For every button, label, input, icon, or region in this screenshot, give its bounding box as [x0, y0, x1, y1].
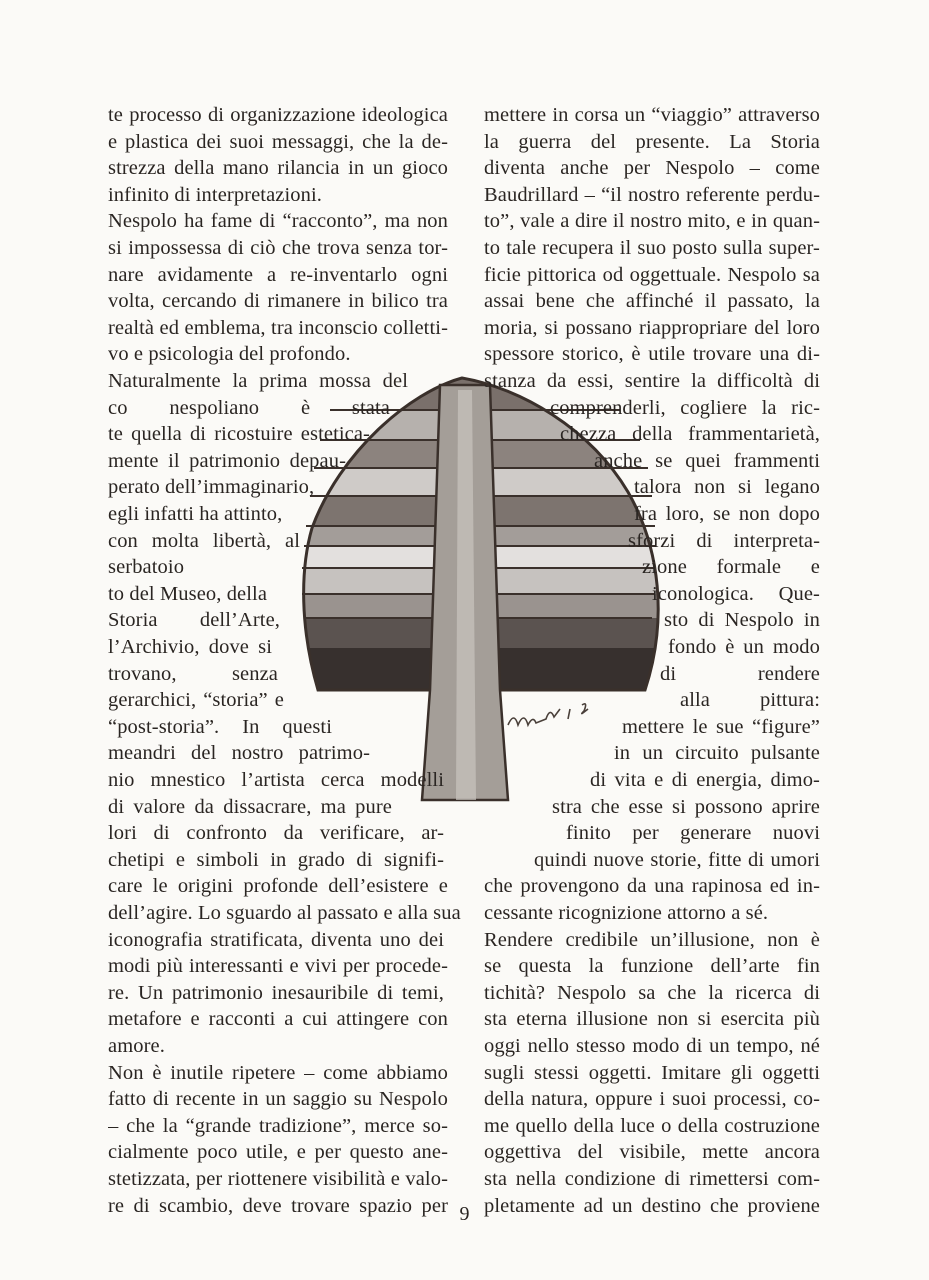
left_column-line: Non è inutile ripetere – come abbiamo [108, 1061, 448, 1084]
right_column-line: to tale recupera il suo posto sulla super- [484, 237, 820, 259]
left_column-line: infinito di interpretazioni. [108, 183, 323, 206]
right_column-line: in un circuito pulsante [614, 742, 820, 765]
left_column-line: nio mnestico l’artista cerca modelli [108, 769, 444, 791]
right_column-line: di rendere [660, 662, 820, 685]
right_column-line: cessante ricognizione attorno a sé. [484, 902, 769, 924]
left_column-line: realtà ed emblema, tra inconscio colletti- [108, 316, 448, 339]
right_column-line: sto di Nespolo in [664, 609, 820, 632]
left_column-line: trovano, senza [108, 662, 278, 685]
right_column-line: alla pittura: [680, 689, 820, 712]
right_column-line: fondo è un modo [668, 636, 820, 658]
right_column-line: della natura, oppure i suoi processi, co- [484, 1088, 820, 1111]
right_column-line: Rendere credibile un’illusione, non è [484, 928, 820, 951]
right_column-line: sta nella condizione di rimettersi com- [484, 1168, 820, 1190]
left_column-line: Nespolo ha fame di “racconto”, ma non [108, 210, 448, 233]
left_column-line: egli infatti ha attinto, [108, 503, 283, 525]
left_column-line: di valore da dissacrare, ma pure [108, 795, 392, 818]
right_column-line: sugli stessi oggetti. Imitare gli oggetti [484, 1061, 820, 1084]
left_column-line: te processo di organizzazione ideologica [108, 104, 448, 126]
right_column-line: talora non si legano [634, 476, 820, 499]
left_column-line: nare avidamente a re-inventarlo ogni [108, 263, 448, 286]
right_column-line: stanza da essi, sentire la difficoltà di [484, 370, 820, 392]
right_column-line: tichità? Nespolo sa che la ricerca di [484, 981, 820, 1004]
right_column-line: ficie pittorica od oggettuale. Nespolo sa [484, 263, 820, 286]
right_column-line: comprenderli, cogliere la ric- [550, 396, 820, 419]
left_column-line: meandri del nostro patrimo- [108, 742, 370, 765]
left_column-line: Naturalmente la prima mossa del [108, 370, 408, 392]
left_column-line: re di scambio, deve trovare spazio per [108, 1194, 448, 1217]
left_column-line: co nespoliano è stata [108, 396, 390, 419]
right_column-line: anche se quei frammenti [594, 449, 820, 472]
left_column-line: vo e psicologia del profondo. [108, 343, 351, 366]
right_column-line: che provengono da una rapinosa ed in- [484, 875, 820, 898]
right_column-line: sta eterna illusione non si esercita più [484, 1008, 820, 1031]
left_column-line: care le origini profonde dell’esistere e [108, 875, 448, 898]
left_column-line: metafore e racconti a cui attingere con [108, 1008, 448, 1031]
left_column-line: iconografia stratificata, diventa uno dei [108, 928, 444, 951]
left_column-line: “post-storia”. In questi [108, 715, 332, 738]
left_column-line: volta, cercando di rimanere in bilico tra [108, 290, 448, 313]
right_column-line: iconologica. Que- [652, 582, 820, 605]
right_column-line: oggi nello stesso modo di un tempo, né [484, 1035, 820, 1057]
signature [508, 704, 588, 725]
left_column-line: re. Un patrimonio inesauribile di temi, [108, 981, 444, 1004]
right_column-line: quindi nuove storie, fitte di umori [534, 848, 820, 871]
left_column-line: stetizzata, per riottenere visibilità e valo- [108, 1168, 448, 1190]
left_column-line: strezza della mano rilancia in un gioco [108, 157, 448, 180]
left_column-line: lori di confronto da verificare, ar- [108, 822, 444, 845]
right_column-line: sforzi di interpreta- [628, 529, 820, 552]
left_column-line: to del Museo, della [108, 582, 268, 605]
right_column-line: stra che esse si possono aprire [552, 795, 820, 818]
left_column-line: chetipi e simboli in grado di signifi- [108, 848, 444, 871]
right_column-line: oggettiva del visibile, mette ancora [484, 1141, 820, 1164]
left_column-line: con molta libertà, al [108, 529, 300, 552]
left_column-line: perato dell’immaginario, [108, 476, 315, 499]
right_column-line: assai bene che affinché il passato, la [484, 290, 820, 313]
right_column-line: finito per generare nuovi [566, 822, 820, 845]
left_column-line: serbatoio [108, 556, 185, 579]
right_column-line: se questa la funzione dell’arte fin [484, 955, 820, 978]
right_column-line: to”, vale a dire il nostro mito, e in quan- [484, 210, 820, 233]
right_column-line: chezza della frammentarietà, [560, 423, 820, 446]
right_column-line: fra loro, se non dopo [634, 503, 820, 525]
left_column-line: modi più interessanti e vivi per procede- [108, 955, 448, 978]
right_column-line: spessore storico, è utile trovare una di- [484, 343, 820, 366]
left_column-line: – che la “grande tradizione”, merce so- [108, 1114, 448, 1137]
left_column-line: Storia dell’Arte, [108, 609, 280, 632]
right_column-line: me quello della luce o della costruzione [484, 1114, 820, 1137]
right_column-line: zione formale e [642, 556, 820, 579]
right_column-line: pletamente ad un destino che proviene [484, 1194, 820, 1217]
right_column-line: moria, si possano riappropriare del loro [484, 316, 820, 339]
left_column-line: e plastica dei suoi messaggi, che la de- [108, 130, 448, 153]
page-number: 9 [459, 1203, 470, 1225]
left_column-line: dell’agire. Lo sguardo al passato e alla sua [108, 902, 461, 924]
right_column-line: mettere in corsa un “viaggio” attraverso [484, 104, 820, 126]
left_column-line: cialmente poco utile, e per questo ane- [108, 1141, 448, 1164]
left_column-line: amore. [108, 1035, 165, 1057]
right_column-line: di vita e di energia, dimo- [590, 769, 820, 791]
right_column-line: Baudrillard – “il nostro referente perdu- [484, 183, 820, 206]
right_column-line: la guerra del presente. La Storia [484, 130, 820, 153]
left_column-line: te quella di ricostuire estetica- [108, 423, 370, 446]
left_column-line: fatto di recente in un saggio su Nespolo [108, 1088, 448, 1111]
right_column-line: diventa anche per Nespolo – come [484, 157, 820, 180]
left_column-line: l’Archivio, dove si [108, 636, 272, 658]
left_column-line: mente il patrimonio depau- [108, 449, 346, 472]
right_column-line: mettere le sue “figure” [622, 715, 820, 738]
left_column-line: gerarchici, “storia” e [108, 689, 284, 712]
left_column-line: si impossessa di ciò che trova senza tor- [108, 237, 448, 259]
